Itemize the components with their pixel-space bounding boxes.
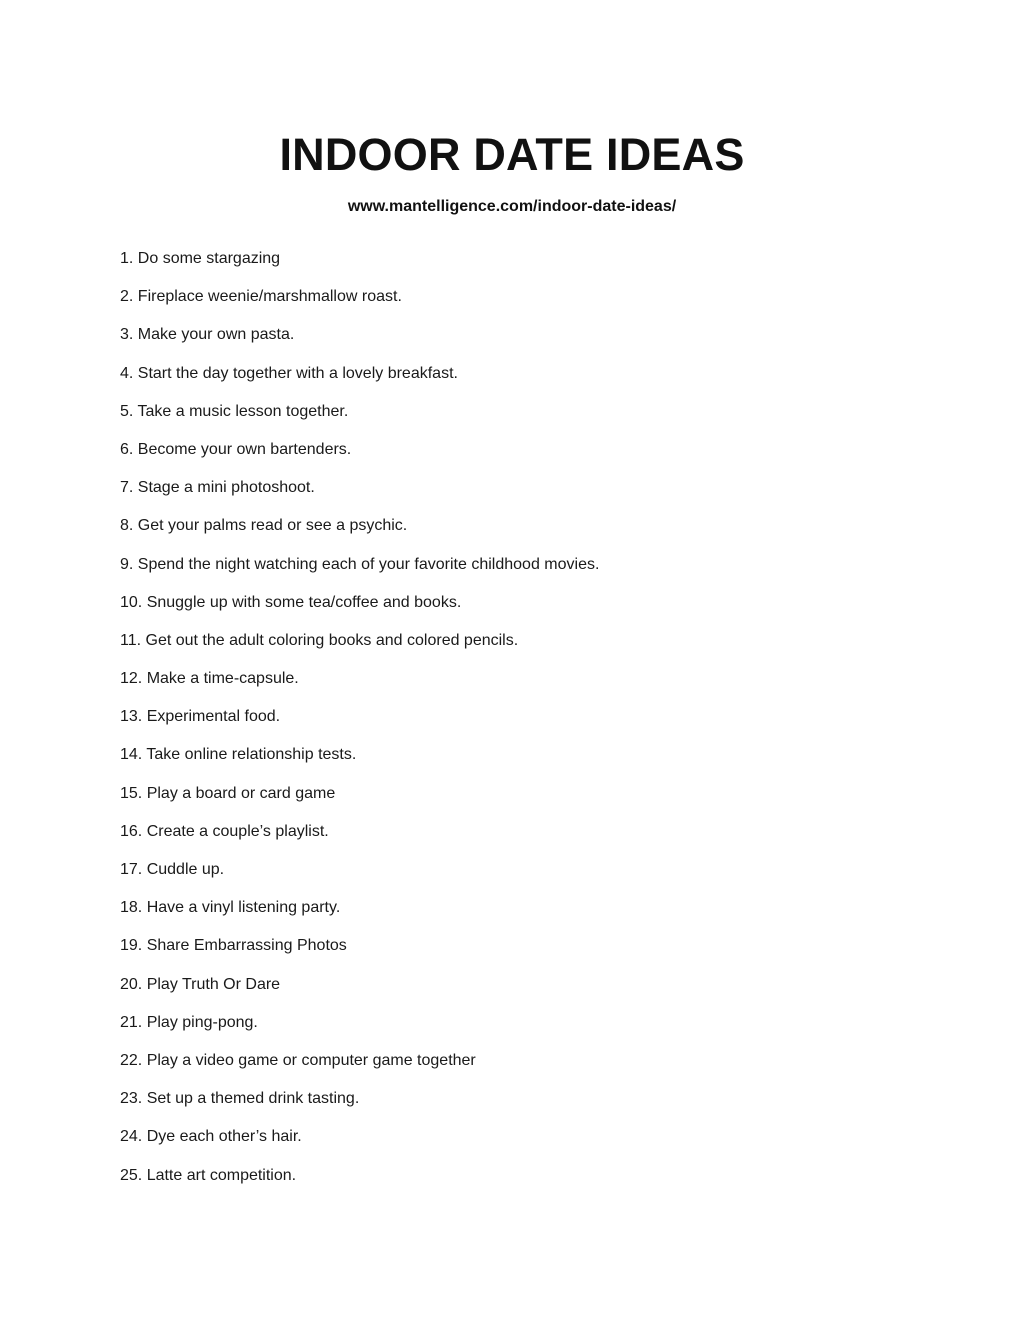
- list-item: 20. Play Truth Or Dare: [120, 975, 281, 993]
- idea-list: [120, 246, 599, 1201]
- list-item: 14. Take online relationship tests.: [120, 746, 357, 764]
- list-item: 5. Take a music lesson together.: [120, 402, 349, 420]
- source-url: www.mantelligence.com/indoor-date-ideas/: [347, 198, 677, 215]
- list-item: 4. Start the day together with a lovely breakfast.: [120, 364, 458, 382]
- list-item: 23. Set up a themed drink tasting.: [120, 1090, 360, 1108]
- list-item: 15. Play a board or card game: [120, 784, 336, 802]
- list-item: 12. Make a time-capsule.: [120, 670, 299, 688]
- list-item: 3. Make your own pasta.: [120, 326, 295, 344]
- list-item: 7. Stage a mini photoshoot.: [120, 479, 315, 497]
- list-item: 24. Dye each other’s hair.: [120, 1128, 302, 1146]
- list-item: 22. Play a video game or computer game together: [120, 1051, 476, 1069]
- list-item: 18. Have a vinyl listening party.: [120, 899, 341, 917]
- list-item: 2. Fireplace weenie/marshmallow roast.: [120, 288, 402, 306]
- list-item: 9. Spend the night watching each of your favorite childhood movies.: [120, 555, 600, 573]
- page-title: INDOOR DATE IDEAS: [279, 129, 745, 180]
- list-item: 25. Latte art competition.: [120, 1166, 297, 1184]
- list-item: 19. Share Embarrassing Photos: [120, 937, 347, 955]
- list-item: 1. Do some stargazing: [120, 250, 281, 267]
- list-item: 21. Play ping-pong.: [120, 1013, 258, 1031]
- list-item: 8. Get your palms read or see a psychic.: [120, 517, 408, 535]
- list-item: 6. Become your own bartenders.: [120, 440, 352, 458]
- list-item: 10. Snuggle up with some tea/coffee and books.: [120, 593, 462, 611]
- list-item: 11. Get out the adult coloring books and colored pencils.: [120, 631, 519, 649]
- list-item: 16. Create a couple’s playlist.: [120, 822, 329, 840]
- list-item: 13. Experimental food.: [120, 708, 281, 726]
- list-item: 17. Cuddle up.: [120, 861, 225, 878]
